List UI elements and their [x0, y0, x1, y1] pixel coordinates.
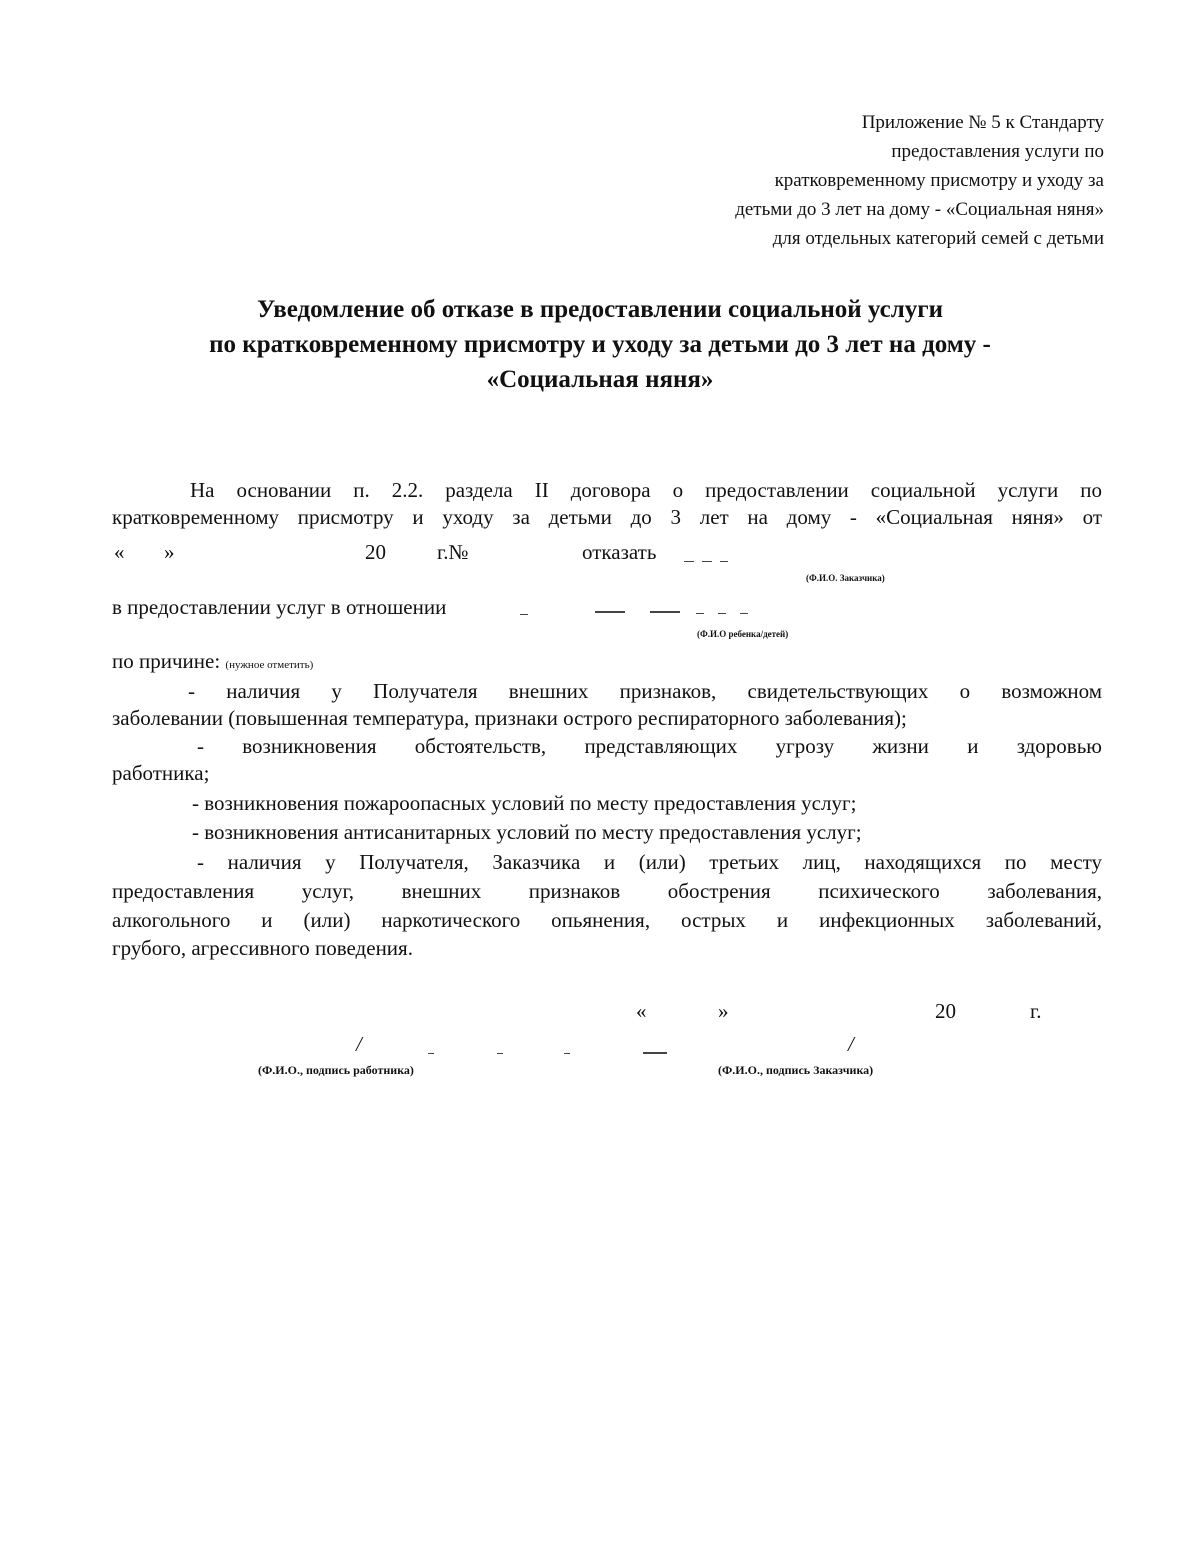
document-title-line: Уведомление об отказе в предоставлении социальной услуги	[256, 296, 944, 323]
customer-name-blank	[702, 561, 712, 562]
contract-date-quote-close: »	[164, 540, 175, 564]
reason-item-1-line-1: - наличия у Получателя внешних признаков, свидетельствующих о возможном	[188, 679, 1102, 703]
worker-signature-slash: /	[356, 1032, 362, 1056]
appendix-header-line: для отдельных категорий семей с детьми	[772, 228, 1104, 249]
reason-item-2-line-1: - возникновения обстоятельств, представляющих угрозу жизни и здоровью	[197, 734, 1102, 758]
document-title	[150, 292, 1050, 397]
reason-item-1-line-2: заболевании (повышенная температура, признаки острого респираторного заболевания);	[112, 706, 907, 730]
reason-item-2-line-2: работника;	[112, 761, 210, 785]
signature-blank	[643, 1052, 667, 1054]
intro-line-2: кратковременному присмотру и уходу за детьми до 3 лет на дому - «Социальная няня» от	[112, 505, 1102, 529]
appendix-header-line: предоставления услуги по	[891, 141, 1104, 162]
customer-name-caption: (Ф.И.О. Заказчика)	[806, 573, 885, 583]
child-name-blank	[740, 613, 748, 614]
child-name-blank	[718, 613, 726, 614]
refuse-word: отказать	[582, 540, 657, 564]
contract-date-quote-open: «	[114, 540, 125, 564]
reason-item-5-line-3: алкогольного и (или) наркотического опьянения, острых и инфекционных заболеваний,	[112, 908, 1102, 932]
reason-item-5-line-1: - наличия у Получателя, Заказчика и (или) третьих лиц, находящихся по месту	[197, 850, 1102, 874]
reason-label	[112, 647, 313, 679]
date-quote-open: «	[636, 999, 647, 1023]
child-name-caption: (Ф.И.О ребенка/детей)	[697, 629, 789, 639]
document-title-line: «Социальная няня»	[486, 366, 714, 393]
contract-year: 20	[365, 540, 386, 564]
customer-signature-slash: /	[848, 1032, 854, 1056]
child-name-blank	[650, 611, 680, 613]
appendix-header-line: Приложение № 5 к Стандарту	[861, 112, 1104, 133]
date-year: 20	[935, 999, 956, 1023]
date-quote-close: »	[718, 999, 729, 1023]
date-year-suffix: г.	[1030, 999, 1042, 1023]
reason-item-5-line-2: предоставления услуг, внешних признаков обострения психического заболевания,	[112, 879, 1102, 903]
appendix-header-line: кратковременному присмотру и уходу за	[774, 170, 1104, 191]
customer-name-blank	[720, 561, 728, 562]
child-name-blank	[696, 613, 704, 614]
customer-name-blank	[684, 561, 694, 562]
appendix-header-line: детьми до 3 лет на дому - «Социальная няня»	[735, 199, 1104, 220]
child-name-blank	[520, 614, 528, 615]
customer-signature-caption: (Ф.И.О., подпись Заказчика)	[718, 1063, 874, 1077]
services-in-respect-of: в предоставлении услуг в отношении	[112, 595, 447, 619]
reason-item-4: - возникновения антисанитарных условий по месту предоставления услуг;	[192, 820, 862, 844]
appendix-header	[735, 108, 1104, 253]
reason-item-5-line-4: грубого, агрессивного поведения.	[112, 936, 413, 960]
document-title-line: по кратковременному присмотру и уходу за детьми до 3 лет на дому -	[209, 331, 991, 358]
reason-item-3: - возникновения пожароопасных условий по месту предоставления услуг;	[192, 791, 857, 815]
signature-blank	[497, 1053, 503, 1054]
reason-label-text: по причине:	[112, 649, 221, 673]
signature-blank	[428, 1053, 434, 1054]
child-name-blank	[595, 611, 625, 613]
worker-signature-caption: (Ф.И.О., подпись работника)	[258, 1063, 414, 1077]
intro-line-1: На основании п. 2.2. раздела II договора о предоставлении социальной услуги по	[190, 478, 1102, 502]
reason-hint: (нужное отметить)	[225, 659, 314, 671]
signature-blank	[564, 1053, 570, 1054]
contract-number-label: г.№	[437, 540, 469, 564]
